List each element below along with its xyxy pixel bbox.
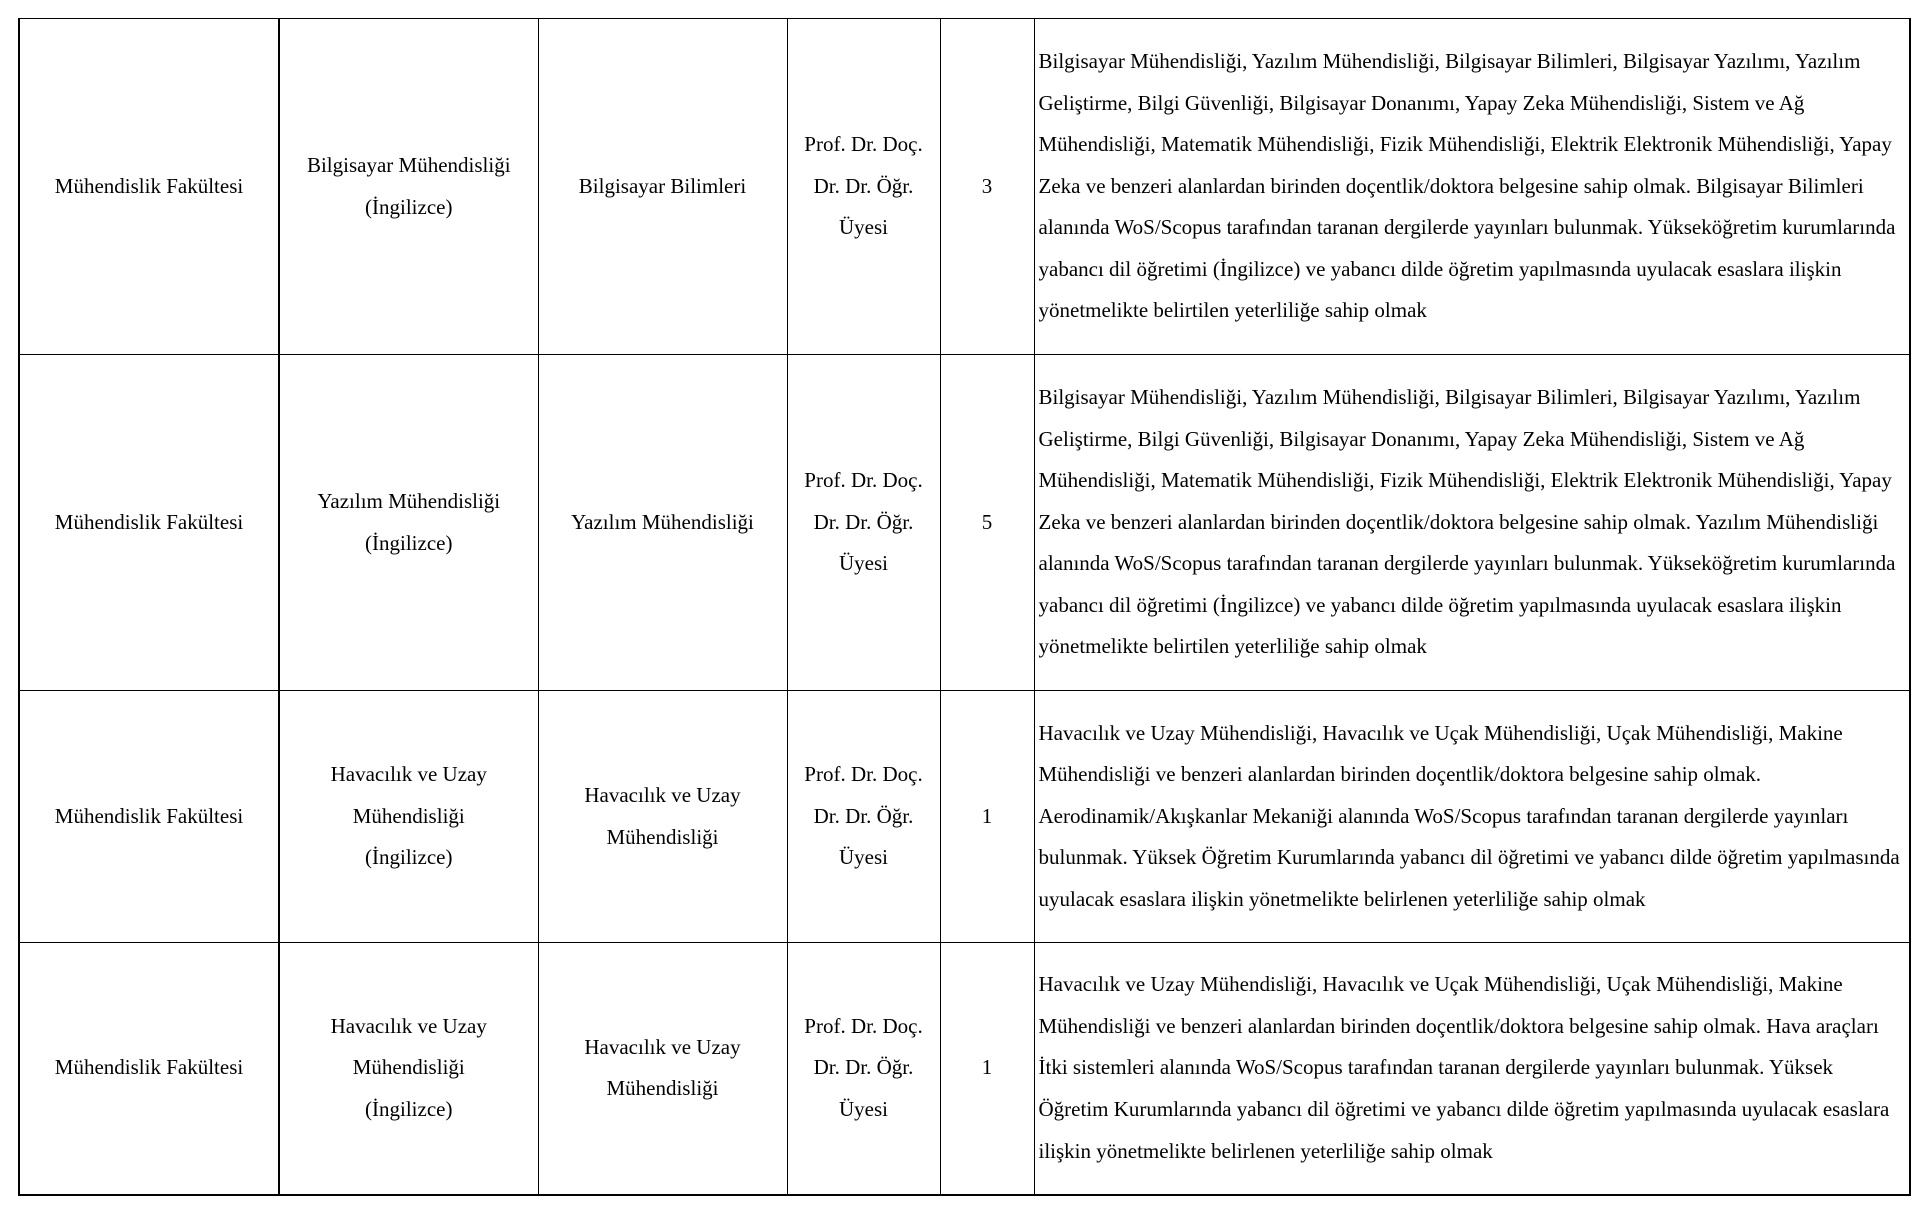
title-cell: Prof. Dr. Doç. Dr. Dr. Öğr. Üyesi (787, 19, 940, 355)
requirements-cell: Havacılık ve Uzay Mühendisliği, Havacılık ve Uçak Mühendisliği, Uçak Mühendisliği, Makine Mühendisliği ve benzeri alanlardan birinden doçentlik/doktora belgesine sahip olmak. Hava araçları İtki sistemleri alanında WoS/Scopus tarafından taranan dergilerde yayınları bulunmak. Yüksek Öğretim Kurumlarında yabancı dil öğretimi ve yabancı dilde öğretim yapılmasında uyulacak esaslara ilişkin yönetmelikte belirlenen yeterliliğe sahip olmak (1034, 943, 1910, 1195)
table-row (19, 355, 1910, 691)
title-cell: Prof. Dr. Doç. Dr. Dr. Öğr. Üyesi (787, 943, 940, 1195)
department-cell: Havacılık ve Uzay Mühendisliği (İngilizce) (279, 943, 538, 1195)
faculty-cell: Mühendislik Fakültesi (19, 19, 279, 355)
field-cell: Havacılık ve Uzay Mühendisliği (538, 943, 787, 1195)
faculty-cell: Mühendislik Fakültesi (19, 943, 279, 1195)
department-cell: Bilgisayar Mühendisliği (İngilizce) (279, 19, 538, 355)
department-cell: Yazılım Mühendisliği (İngilizce) (279, 355, 538, 691)
count-cell: 3 (940, 19, 1034, 355)
field-cell: Havacılık ve Uzay Mühendisliği (538, 691, 787, 943)
faculty-cell: Mühendislik Fakültesi (19, 691, 279, 943)
field-cell: Yazılım Mühendisliği (538, 355, 787, 691)
positions-table (18, 18, 1911, 1196)
count-cell: 1 (940, 943, 1034, 1195)
table-row (19, 943, 1910, 1195)
count-cell: 1 (940, 691, 1034, 943)
title-cell: Prof. Dr. Doç. Dr. Dr. Öğr. Üyesi (787, 355, 940, 691)
table-row (19, 19, 1910, 355)
department-cell: Havacılık ve Uzay Mühendisliği (İngilizce) (279, 691, 538, 943)
requirements-cell: Havacılık ve Uzay Mühendisliği, Havacılık ve Uçak Mühendisliği, Uçak Mühendisliği, Makine Mühendisliği ve benzeri alanlardan birinden doçentlik/doktora belgesine sahip olmak. Aerodinamik/Akışkanlar Mekaniği alanında WoS/Scopus tarafından taranan dergilerde yayınları bulunmak. Yüksek Öğretim Kurumlarında yabancı dil öğretimi ve yabancı dilde öğretim yapılmasında uyulacak esaslara ilişkin yönetmelikte belirlenen yeterliliğe sahip olmak (1034, 691, 1910, 943)
count-cell: 5 (940, 355, 1034, 691)
requirements-cell: Bilgisayar Mühendisliği, Yazılım Mühendisliği, Bilgisayar Bilimleri, Bilgisayar Yazılımı, Yazılım Geliştirme, Bilgi Güvenliği, Bilgisayar Donanımı, Yapay Zeka Mühendisliği, Sistem ve Ağ Mühendisliği, Matematik Mühendisliği, Fizik Mühendisliği, Elektrik Elektronik Mühendisliği, Yapay Zeka ve benzeri alanlardan birinden doçentlik/doktora belgesine sahip olmak. Yazılım Mühendisliği alanında WoS/Scopus tarafından taranan dergilerde yayınları bulunmak. Yükseköğretim kurumlarında yabancı dil öğretimi (İngilizce) ve yabancı dilde öğretim yapılmasında uyulacak esaslara ilişkin yönetmelikte belirtilen yeterliliğe sahip olmak (1034, 355, 1910, 691)
field-cell: Bilgisayar Bilimleri (538, 19, 787, 355)
faculty-cell: Mühendislik Fakültesi (19, 355, 279, 691)
table-row (19, 691, 1910, 943)
title-cell: Prof. Dr. Doç. Dr. Dr. Öğr. Üyesi (787, 691, 940, 943)
requirements-cell: Bilgisayar Mühendisliği, Yazılım Mühendisliği, Bilgisayar Bilimleri, Bilgisayar Yazılımı, Yazılım Geliştirme, Bilgi Güvenliği, Bilgisayar Donanımı, Yapay Zeka Mühendisliği, Sistem ve Ağ Mühendisliği, Matematik Mühendisliği, Fizik Mühendisliği, Elektrik Elektronik Mühendisliği, Yapay Zeka ve benzeri alanlardan birinden doçentlik/doktora belgesine sahip olmak. Bilgisayar Bilimleri alanında WoS/Scopus tarafından taranan dergilerde yayınları bulunmak. Yükseköğretim kurumlarında yabancı dil öğretimi (İngilizce) ve yabancı dilde öğretim yapılmasında uyulacak esaslara ilişkin yönetmelikte belirtilen yeterliliğe sahip olmak (1034, 19, 1910, 355)
